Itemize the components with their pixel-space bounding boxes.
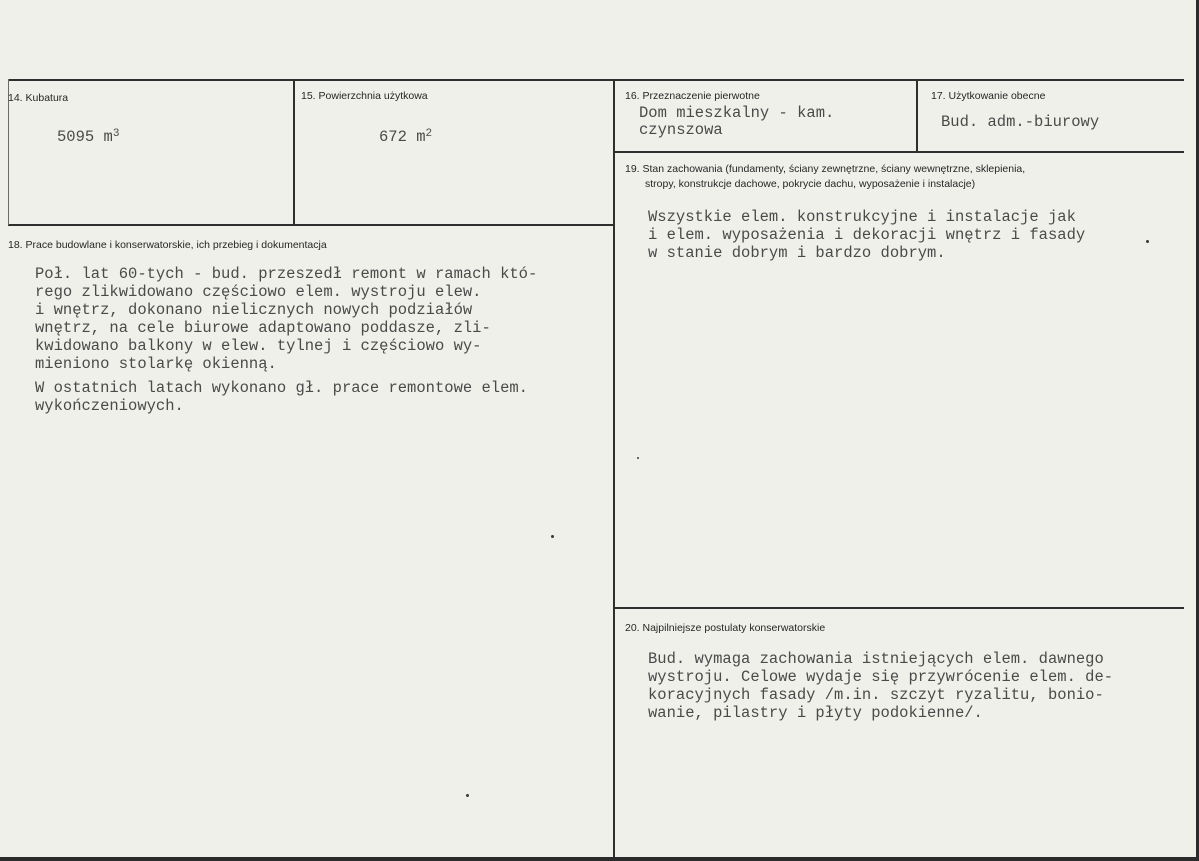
field-19-label-line-1: 19. Stan zachowania (fundamenty, ściany zewnętrzne, ściany wewnętrzne, sklepienia, (625, 163, 1026, 175)
field-18-line: rego zlikwidowano częściowo elem. wystroju elew. (35, 283, 482, 301)
field-16-label: 16. Przeznaczenie pierwotne (625, 90, 760, 102)
field-16-line-1: Dom mieszkalny - kam. (639, 104, 835, 122)
field-20-line: koracyjnych fasady /m.in. szczyt ryzalitu, bonio- (648, 686, 1104, 704)
field-17-value: Bud. adm.-biurowy (941, 113, 1100, 131)
field-14-label: 14. Kubatura (8, 92, 69, 104)
field-18-line: kwidowano balkony w elew. tylnej i częściowo wy- (35, 337, 482, 355)
paper-speck (1146, 240, 1149, 243)
field-19-line: i elem. wyposażenia i dekoracji wnętrz i fasady (648, 226, 1086, 244)
top-rule (8, 79, 1184, 81)
divider-14-15 (293, 79, 295, 225)
rule-under-14-15 (8, 224, 614, 226)
rule-under-16-17 (614, 151, 1184, 153)
field-18-line: W ostatnich latach wykonano gł. prace remontowe elem. (35, 379, 528, 397)
field-20-label: 20. Najpilniejsze postulaty konserwatorskie (625, 622, 826, 634)
field-19-line: w stanie dobrym i bardzo dobrym. (648, 244, 946, 262)
field-15-label: 15. Powierzchnia użytkowa (301, 90, 428, 102)
divider-16-17 (916, 79, 918, 152)
field-18-line: Poł. lat 60-tych - bud. przeszedł remont w ramach któ- (35, 265, 538, 283)
field-20-line: Bud. wymaga zachowania istniejących elem. dawnego (648, 650, 1104, 668)
unit-exponent: 2 (425, 128, 433, 140)
field-19-label-line-2: stropy, konstrukcje dachowe, pokrycie dachu, wyposażenie i instalacje) (645, 178, 976, 190)
paper-speck (637, 457, 639, 459)
paper-speck (466, 794, 469, 797)
card-edge-bottom (0, 857, 1199, 861)
field-18-line: i wnętrz, dokonano nielicznych nowych podziałów (35, 301, 473, 319)
field-18-label: 18. Prace budowlane i konserwatorskie, ich przebieg i dokumentacja (8, 239, 327, 251)
field-17-label: 17. Użytkowanie obecne (931, 90, 1046, 102)
field-19-line: Wszystkie elem. konstrukcyjne i instalacje jak (648, 208, 1076, 226)
field-14-value: 5095 $m^3$ (57, 128, 120, 146)
divider-center (613, 79, 615, 857)
paper-speck (551, 535, 554, 538)
field-20-line: wystroju. Celowe wydaje się przywrócenie elem. de- (648, 668, 1114, 686)
field-18-line: wykończeniowych. (35, 397, 184, 415)
field-20-line: wanie, pilastry i płyty podokienne/. (648, 704, 983, 722)
field-18-line: wnętrz, na cele biurowe adaptowano poddasze, zli- (35, 319, 491, 337)
field-18-line: mieniono stolarkę okienną. (35, 355, 277, 373)
unit-exponent: 3 (112, 128, 120, 140)
rule-above-20 (614, 607, 1184, 609)
field-15-value: 672 $m^2$ (379, 128, 433, 146)
field-16-line-2: czynszowa (639, 121, 723, 139)
